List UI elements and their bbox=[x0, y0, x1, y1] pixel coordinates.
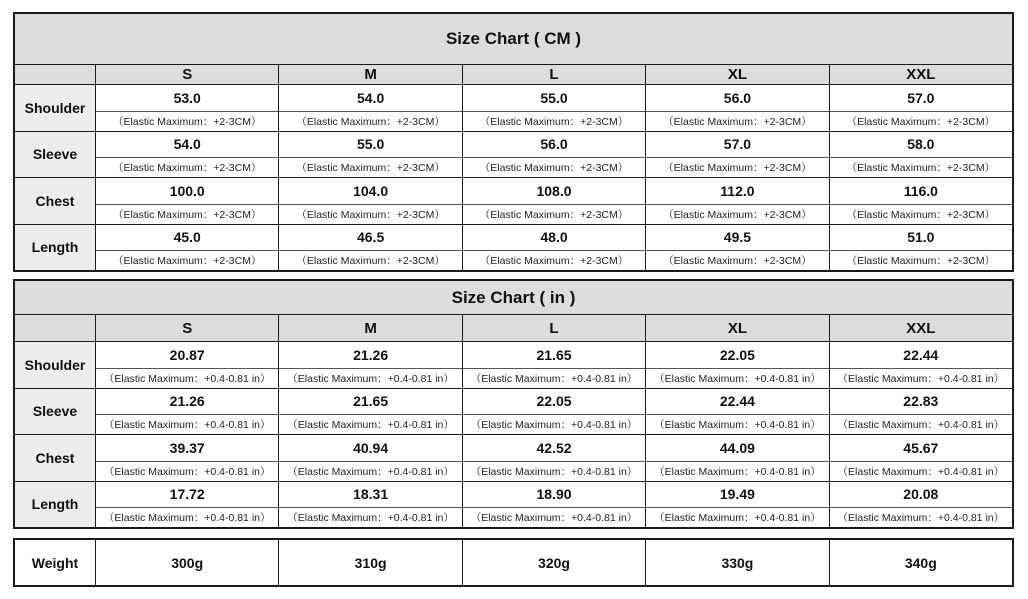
measurement-value: 40.94 bbox=[279, 435, 461, 462]
elastic-note: （Elastic Maximum：+2-3CM） bbox=[663, 115, 812, 128]
elastic-note: （Elastic Maximum：+2-3CM） bbox=[479, 162, 629, 174]
table-cell bbox=[95, 85, 278, 131]
elastic-note: （Elastic Maximum：+2-3CM） bbox=[296, 255, 445, 267]
table-row bbox=[15, 132, 1012, 179]
measurement-value: 108.0 bbox=[463, 178, 645, 205]
weight-value-s: 300g bbox=[95, 540, 278, 585]
table-cell bbox=[278, 85, 461, 131]
elastic-note: （Elastic Maximum：+0.4-0.81 in） bbox=[837, 372, 1005, 385]
measurement-value: 20.08 bbox=[830, 482, 1012, 509]
elastic-note: （Elastic Maximum：+0.4-0.81 in） bbox=[654, 372, 821, 385]
table-row bbox=[15, 342, 1012, 389]
table-cell bbox=[462, 482, 645, 528]
size-header-xxl: XXL bbox=[829, 315, 1012, 341]
weight-label: Weight bbox=[15, 540, 95, 585]
weight-value-m: 310g bbox=[278, 540, 461, 585]
row-label: Shoulder bbox=[15, 342, 95, 388]
elastic-note: （Elastic Maximum：+2-3CM） bbox=[479, 255, 629, 267]
size-header-l: L bbox=[462, 315, 645, 341]
table-cell bbox=[278, 389, 461, 435]
table-row bbox=[15, 178, 1012, 225]
row-label: Sleeve bbox=[15, 132, 95, 178]
table-row bbox=[15, 435, 1012, 482]
in-rows bbox=[15, 342, 1012, 527]
elastic-note: （Elastic Maximum：+2-3CM） bbox=[479, 208, 629, 221]
elastic-note: （Elastic Maximum：+0.4-0.81 in） bbox=[837, 465, 1005, 478]
table-cell bbox=[829, 342, 1012, 388]
size-header-row bbox=[15, 315, 1012, 342]
elastic-note: （Elastic Maximum：+0.4-0.81 in） bbox=[103, 372, 271, 385]
table-cell bbox=[462, 85, 645, 131]
elastic-note: （Elastic Maximum：+2-3CM） bbox=[296, 208, 445, 221]
measurement-value: 56.0 bbox=[646, 85, 828, 112]
elastic-note: （Elastic Maximum：+0.4-0.81 in） bbox=[837, 419, 1005, 431]
table-cell bbox=[829, 132, 1012, 178]
row-label: Length bbox=[15, 225, 95, 271]
table-cell bbox=[95, 132, 278, 178]
table-cell bbox=[278, 132, 461, 178]
row-label: Chest bbox=[15, 178, 95, 224]
elastic-note: （Elastic Maximum：+2-3CM） bbox=[479, 115, 629, 128]
elastic-note: （Elastic Maximum：+2-3CM） bbox=[112, 162, 262, 174]
elastic-note: （Elastic Maximum：+0.4-0.81 in） bbox=[103, 512, 271, 524]
measurement-value: 22.05 bbox=[646, 342, 828, 369]
elastic-note: （Elastic Maximum：+2-3CM） bbox=[846, 255, 996, 267]
measurement-value: 55.0 bbox=[463, 85, 645, 112]
table-cell bbox=[645, 178, 828, 224]
table-cell bbox=[829, 435, 1012, 481]
size-header-s: S bbox=[95, 65, 278, 84]
table-row bbox=[15, 482, 1012, 528]
elastic-note: （Elastic Maximum：+0.4-0.81 in） bbox=[287, 372, 454, 385]
size-header-l: L bbox=[462, 65, 645, 84]
measurement-value: 22.44 bbox=[646, 389, 828, 416]
elastic-note: （Elastic Maximum：+2-3CM） bbox=[663, 255, 812, 267]
table-cell bbox=[645, 435, 828, 481]
table-cell bbox=[645, 389, 828, 435]
measurement-value: 100.0 bbox=[96, 178, 278, 205]
elastic-note: （Elastic Maximum：+2-3CM） bbox=[846, 162, 996, 174]
elastic-note: （Elastic Maximum：+2-3CM） bbox=[846, 208, 996, 221]
measurement-value: 54.0 bbox=[279, 85, 461, 112]
elastic-note: （Elastic Maximum：+2-3CM） bbox=[663, 208, 812, 221]
table-cell bbox=[278, 178, 461, 224]
size-chart-in-title: Size Chart ( in ) bbox=[15, 281, 1012, 315]
elastic-note: （Elastic Maximum：+0.4-0.81 in） bbox=[470, 512, 638, 524]
table-cell bbox=[645, 85, 828, 131]
size-header-xl: XL bbox=[645, 65, 828, 84]
measurement-value: 45.67 bbox=[830, 435, 1012, 462]
table-cell bbox=[462, 435, 645, 481]
measurement-value: 104.0 bbox=[279, 178, 461, 205]
measurement-value: 22.83 bbox=[830, 389, 1012, 416]
elastic-note: （Elastic Maximum：+2-3CM） bbox=[112, 208, 262, 221]
weight-value-l: 320g bbox=[462, 540, 645, 585]
measurement-value: 19.49 bbox=[646, 482, 828, 509]
table-cell bbox=[462, 342, 645, 388]
table-cell bbox=[462, 389, 645, 435]
row-label: Shoulder bbox=[15, 85, 95, 131]
measurement-value: 116.0 bbox=[830, 178, 1012, 205]
elastic-note: （Elastic Maximum：+0.4-0.81 in） bbox=[287, 465, 454, 478]
measurement-value: 39.37 bbox=[96, 435, 278, 462]
table-cell bbox=[462, 178, 645, 224]
elastic-note: （Elastic Maximum：+0.4-0.81 in） bbox=[287, 419, 454, 431]
table-cell bbox=[645, 132, 828, 178]
table-cell bbox=[829, 482, 1012, 528]
table-cell bbox=[278, 482, 461, 528]
measurement-value: 20.87 bbox=[96, 342, 278, 369]
measurement-value: 21.65 bbox=[463, 342, 645, 369]
table-cell bbox=[95, 225, 278, 271]
measurement-value: 56.0 bbox=[463, 132, 645, 159]
measurement-value: 53.0 bbox=[96, 85, 278, 112]
row-label: Chest bbox=[15, 435, 95, 481]
elastic-note: （Elastic Maximum：+0.4-0.81 in） bbox=[103, 465, 271, 478]
table-cell bbox=[278, 435, 461, 481]
table-cell bbox=[645, 225, 828, 271]
elastic-note: （Elastic Maximum：+0.4-0.81 in） bbox=[287, 512, 454, 524]
measurement-value: 57.0 bbox=[830, 85, 1012, 112]
table-cell bbox=[645, 342, 828, 388]
weight-value-xxl: 340g bbox=[829, 540, 1012, 585]
table-cell bbox=[95, 389, 278, 435]
table-cell bbox=[462, 225, 645, 271]
elastic-note: （Elastic Maximum：+2-3CM） bbox=[296, 162, 445, 174]
table-row bbox=[15, 389, 1012, 436]
row-label: Length bbox=[15, 482, 95, 528]
measurement-value: 22.44 bbox=[830, 342, 1012, 369]
elastic-note: （Elastic Maximum：+0.4-0.81 in） bbox=[103, 419, 271, 431]
elastic-note: （Elastic Maximum：+0.4-0.81 in） bbox=[654, 419, 821, 431]
elastic-note: （Elastic Maximum：+0.4-0.81 in） bbox=[470, 465, 638, 478]
elastic-note: （Elastic Maximum：+0.4-0.81 in） bbox=[470, 372, 638, 385]
table-cell bbox=[278, 225, 461, 271]
measurement-value: 58.0 bbox=[830, 132, 1012, 159]
table-cell bbox=[829, 225, 1012, 271]
size-header-s: S bbox=[95, 315, 278, 341]
table-row bbox=[15, 225, 1012, 271]
weight-value-xl: 330g bbox=[645, 540, 828, 585]
table-cell bbox=[645, 482, 828, 528]
measurement-value: 44.09 bbox=[646, 435, 828, 462]
table-cell bbox=[829, 178, 1012, 224]
row-label: Sleeve bbox=[15, 389, 95, 435]
elastic-note: （Elastic Maximum：+2-3CM） bbox=[112, 115, 262, 128]
table-cell bbox=[278, 342, 461, 388]
measurement-value: 45.0 bbox=[96, 225, 278, 252]
table-cell bbox=[829, 389, 1012, 435]
header-corner bbox=[15, 315, 95, 341]
measurement-value: 112.0 bbox=[646, 178, 828, 205]
table-cell bbox=[829, 85, 1012, 131]
measurement-value: 22.05 bbox=[463, 389, 645, 416]
measurement-value: 46.5 bbox=[279, 225, 461, 252]
table-row bbox=[15, 85, 1012, 132]
measurement-value: 49.5 bbox=[646, 225, 828, 252]
measurement-value: 57.0 bbox=[646, 132, 828, 159]
measurement-value: 18.31 bbox=[279, 482, 461, 509]
size-chart-cm-title: Size Chart ( CM ) bbox=[15, 14, 1012, 65]
size-chart-in-table bbox=[13, 279, 1014, 529]
elastic-note: （Elastic Maximum：+2-3CM） bbox=[663, 162, 812, 174]
table-cell bbox=[95, 178, 278, 224]
measurement-value: 18.90 bbox=[463, 482, 645, 509]
elastic-note: （Elastic Maximum：+2-3CM） bbox=[296, 115, 445, 128]
measurement-value: 55.0 bbox=[279, 132, 461, 159]
measurement-value: 42.52 bbox=[463, 435, 645, 462]
cm-rows bbox=[15, 85, 1012, 270]
table-cell bbox=[95, 435, 278, 481]
measurement-value: 17.72 bbox=[96, 482, 278, 509]
elastic-note: （Elastic Maximum：+0.4-0.81 in） bbox=[837, 512, 1005, 524]
elastic-note: （Elastic Maximum：+0.4-0.81 in） bbox=[654, 465, 821, 478]
table-cell bbox=[462, 132, 645, 178]
header-corner bbox=[15, 65, 95, 84]
size-header-m: M bbox=[278, 315, 461, 341]
measurement-value: 51.0 bbox=[830, 225, 1012, 252]
elastic-note: （Elastic Maximum：+0.4-0.81 in） bbox=[654, 512, 821, 524]
elastic-note: （Elastic Maximum：+2-3CM） bbox=[112, 255, 262, 267]
size-header-row bbox=[15, 65, 1012, 85]
size-header-m: M bbox=[278, 65, 461, 84]
table-cell bbox=[95, 482, 278, 528]
size-chart-cm-table bbox=[13, 12, 1014, 272]
elastic-note: （Elastic Maximum：+0.4-0.81 in） bbox=[470, 419, 638, 431]
measurement-value: 54.0 bbox=[96, 132, 278, 159]
size-header-xxl: XXL bbox=[829, 65, 1012, 84]
measurement-value: 21.65 bbox=[279, 389, 461, 416]
weight-table bbox=[13, 538, 1014, 587]
measurement-value: 48.0 bbox=[463, 225, 645, 252]
table-cell bbox=[95, 342, 278, 388]
measurement-value: 21.26 bbox=[279, 342, 461, 369]
measurement-value: 21.26 bbox=[96, 389, 278, 416]
size-header-xl: XL bbox=[645, 315, 828, 341]
elastic-note: （Elastic Maximum：+2-3CM） bbox=[846, 115, 996, 128]
